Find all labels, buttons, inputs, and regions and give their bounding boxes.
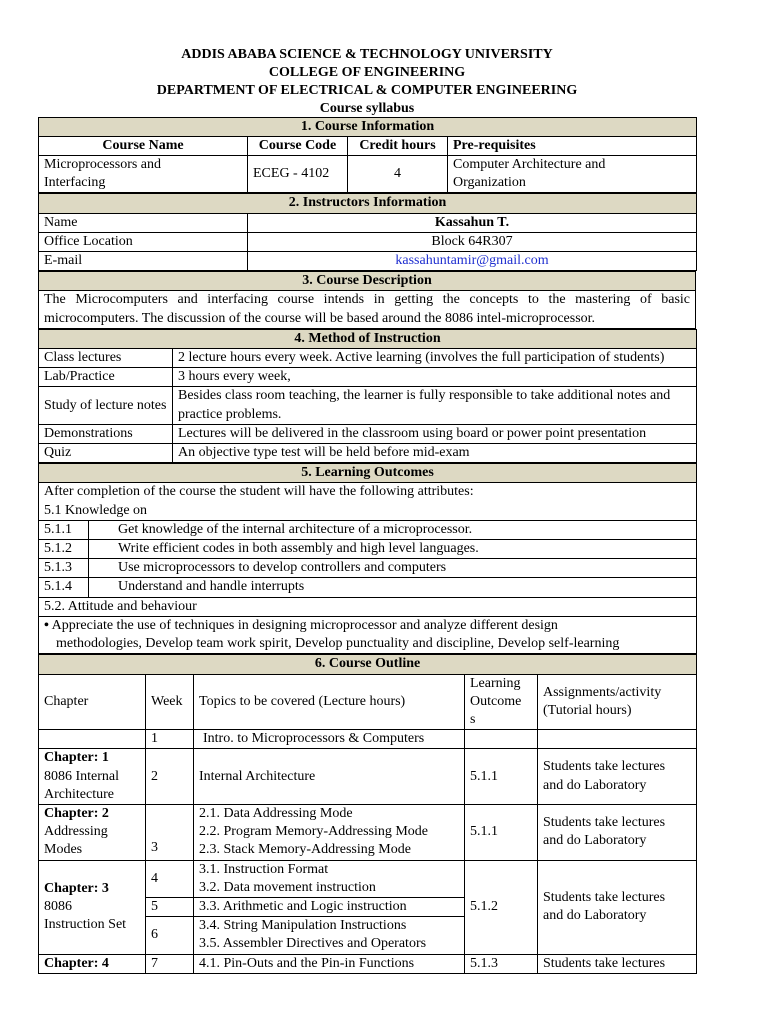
college-name: COLLEGE OF ENGINEERING <box>268 65 466 81</box>
credit-hours-value: 4 <box>348 156 448 193</box>
topic-cell: Intro. to Microprocessors & Computers <box>194 730 465 749</box>
topic-cell: 3.1. Instruction Format 3.2. Data movement instruction <box>194 860 465 897</box>
office-location-value: Block 64R307 <box>248 232 697 251</box>
col-topics: Topics to be covered (Lecture hours) <box>194 674 465 730</box>
section-title-outcomes: 5. Learning Outcomes <box>39 464 697 483</box>
outcome-cell: 5.1.3 <box>465 954 538 973</box>
week-cell: 1 <box>146 730 194 749</box>
attitude-heading: 5.2. Attitude and behaviour <box>39 597 697 616</box>
learning-outcomes-table <box>38 463 697 654</box>
assignment-cell: Students take lectures <box>538 954 697 973</box>
document-title: Course syllabus <box>319 100 415 116</box>
course-information-table <box>38 117 697 194</box>
outcome-number: 5.1.1 <box>39 520 89 539</box>
col-credit-hours: Credit hours <box>348 136 448 155</box>
assignment-cell: Students take lectures and do Laboratory <box>538 860 697 954</box>
attitude-bullet-item: • Appreciate the use of techniques in designing microprocessor and analyze different design methodologies, Develop team work spirit, Develop punctuality and discipline, Develop self-learning <box>39 616 697 653</box>
outcome-text: Use microprocessors to develop controllers and computers <box>89 559 697 578</box>
section-title-description: 3. Course Description <box>39 272 696 291</box>
instructor-information-table <box>38 193 697 271</box>
instructor-name-value: Kassahun T. <box>248 213 697 232</box>
email-label: E-mail <box>39 252 248 271</box>
week-cell: 3 <box>146 804 194 860</box>
week-cell: 2 <box>146 749 194 805</box>
outcome-number: 5.1.3 <box>39 559 89 578</box>
method-label: Demonstrations <box>39 424 173 443</box>
outcome-cell: 5.1.1 <box>465 749 538 805</box>
prerequisites-value: Computer Architecture and Organization <box>448 156 697 193</box>
email-link[interactable]: kassahuntamir@gmail.com <box>248 252 697 271</box>
assignment-cell: Students take lectures and do Laboratory <box>538 804 697 860</box>
col-prerequisites: Pre-requisites <box>448 136 697 155</box>
col-chapter: Chapter <box>39 674 146 730</box>
method-value: Lectures will be delivered in the classroom using board or power point presentation <box>173 424 697 443</box>
topic-cell: Internal Architecture <box>194 749 465 805</box>
outcome-text: Write efficient codes in both assembly and high level languages. <box>89 540 697 559</box>
office-location-label: Office Location <box>39 232 248 251</box>
method-value: Besides class room teaching, the learner is fully responsible to take additional notes and practice problems. <box>173 387 697 424</box>
chapter-cell: Chapter: 2 Addressing Modes <box>39 804 146 860</box>
outcome-cell: 5.1.1 <box>465 804 538 860</box>
bullet-icon: • <box>44 617 49 633</box>
course-name-value: Microprocessors and Interfacing <box>39 156 248 193</box>
method-label: Study of lecture notes <box>39 387 173 424</box>
col-learning-outcomes: Learning Outcome s <box>465 674 538 730</box>
outcome-number: 5.1.2 <box>39 540 89 559</box>
week-cell: 6 <box>146 917 194 954</box>
course-code-value: ECEG - 4102 <box>248 156 348 193</box>
instructor-name-label: Name <box>39 213 248 232</box>
col-assignments: Assignments/activity (Tutorial hours) <box>538 674 697 730</box>
outcome-text: Get knowledge of the internal architecture of a microprocessor. <box>89 520 697 539</box>
topic-cell: 2.1. Data Addressing Mode 2.2. Program Memory-Addressing Mode 2.3. Stack Memory-Addressing Mode <box>194 804 465 860</box>
topic-cell: 3.4. String Manipulation Instructions 3.5. Assembler Directives and Operators <box>194 917 465 954</box>
university-name: ADDIS ABABA SCIENCE & TECHNOLOGY UNIVERSITY <box>181 47 553 62</box>
section-title-outline: 6. Course Outline <box>39 655 697 674</box>
syllabus-page <box>38 46 696 974</box>
col-week: Week <box>146 674 194 730</box>
method-value: 3 hours every week, <box>173 368 697 387</box>
assignment-cell: Students take lectures and do Laboratory <box>538 749 697 805</box>
method-value: 2 lecture hours every week. Active learning (involves the full participation of students) <box>173 349 697 368</box>
department-name: DEPARTMENT OF ELECTRICAL & COMPUTER ENGINEERING <box>156 83 578 99</box>
method-label: Quiz <box>39 444 173 463</box>
col-course-name: Course Name <box>39 136 248 155</box>
assignment-cell <box>538 730 697 749</box>
chapter-cell <box>39 730 146 749</box>
method-label: Lab/Practice <box>39 368 173 387</box>
course-outline-table <box>38 654 697 973</box>
course-description-table <box>38 271 696 329</box>
week-cell: 5 <box>146 897 194 916</box>
section-title-method: 4. Method of Instruction <box>39 329 697 348</box>
col-course-code: Course Code <box>248 136 348 155</box>
section-title-instructors: 2. Instructors Information <box>39 194 697 213</box>
chapter-cell: Chapter: 4 <box>39 954 146 973</box>
topic-cell: 3.3. Arithmetic and Logic instruction <box>194 897 465 916</box>
outcomes-intro: After completion of the course the student will have the following attributes: 5.1 Knowledge on <box>39 483 697 520</box>
section-title-course-information: 1. Course Information <box>39 117 697 136</box>
course-description-text: The Microcomputers and interfacing course intends in getting the concepts to the mastering of basic microcomputers. The discussion of the course will be based around the 8086 intel-microprocessor. <box>39 291 696 328</box>
outcome-text: Understand and handle interrupts <box>89 578 697 597</box>
method-label: Class lectures <box>39 349 173 368</box>
outcome-cell <box>465 730 538 749</box>
outcome-number: 5.1.4 <box>39 578 89 597</box>
chapter-cell: Chapter: 1 8086 Internal Architecture <box>39 749 146 805</box>
method-of-instruction-table <box>38 329 697 463</box>
method-value: An objective type test will be held before mid-exam <box>173 444 697 463</box>
week-cell: 7 <box>146 954 194 973</box>
chapter-cell: Chapter: 3 8086 Instruction Set <box>39 860 146 954</box>
week-cell: 4 <box>146 860 194 897</box>
outcome-cell: 5.1.2 <box>465 860 538 954</box>
topic-cell: 4.1. Pin-Outs and the Pin-in Functions <box>194 954 465 973</box>
